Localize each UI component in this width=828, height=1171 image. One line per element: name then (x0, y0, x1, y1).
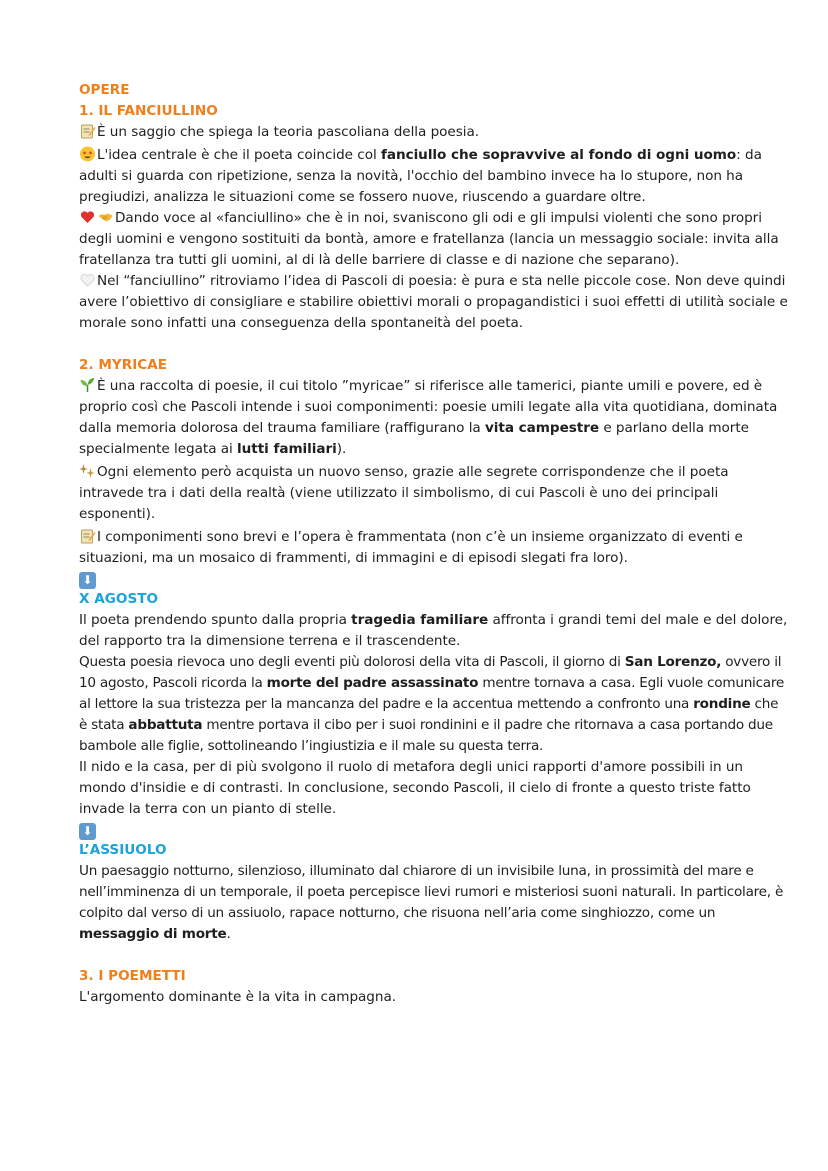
memo-icon (79, 528, 96, 544)
paragraph: Il poeta prendendo spunto dalla propria tragedia familiare affronta i grandi temi del male e del dolore, del rapporto tra la dimensione terrena e il trascendente. (79, 612, 788, 649)
star-struck-face-icon (79, 146, 96, 162)
paragraph: L'idea centrale è che il poeta coincide col fanciullo che sopravvive al fondo di ogni uomo: da adulti si guarda con ripetizione, senza la novità, l'occhio del bambino invece ha lo stupore, non ha pregiudizi, analizza le situazioni come se fossero nuove, riuscendo a guardare oltre. (79, 147, 762, 205)
red-heart-icon (79, 209, 96, 225)
paragraph: Il nido e la casa, per di più svolgono il ruolo di metafora degli unici rapporti d'amore possibili in un mondo d'insidie e di contrasti. In conclusione, secondo Pascoli, il cielo di fronte a questo triste fatto invade la terra con un pianto di stelle. (79, 759, 751, 817)
heading-fanciullino: 1. IL FANCIULLINO (79, 103, 218, 119)
paragraph: L'argomento dominante è la vita in campagna. (79, 989, 396, 1005)
heading-assiuolo: L’ASSIUOLO (79, 842, 167, 858)
section-title-opere: OPERE (79, 82, 130, 98)
paragraph: È un saggio che spiega la teoria pascoliana della poesia. (79, 122, 788, 143)
memo-icon (79, 123, 96, 139)
seedling-icon (79, 377, 96, 393)
handshake-icon (97, 209, 114, 225)
heading-myricae: 2. MYRICAE (79, 357, 168, 373)
paragraph: È una raccolta di poesie, il cui titolo ”myricae” si riferisce alle tamerici, piante umili e povere, ed è proprio così che Pascoli intende i suoi componimenti: poesie umili legate alla vita quotidiana, dominata dalla memoria dolorosa del trauma familiare (raffigurano la vita campestre e parlano della morte specialmente legata ai lutti familiari). (79, 378, 778, 457)
heading-poemetti: 3. I POEMETTI (79, 968, 186, 984)
white-heart-icon (79, 272, 96, 288)
down-arrow-icon: ⬇ (79, 823, 96, 840)
sparkles-icon (79, 463, 96, 479)
paragraph: Dando voce al «fanciullino» che è in noi, svaniscono gli odi e gli impulsi violenti che sono propri degli uomini e vengono sostituiti da bontà, amore e fratellanza (lancia un messaggio sociale: invita alla fratellanza tra tutti gli uomini, al di là delle barriere di classe e di nazione che separano). (79, 210, 779, 268)
down-arrow-icon: ⬇ (79, 572, 96, 589)
heading-x-agosto: X AGOSTO (79, 591, 159, 607)
paragraph: Un paesaggio notturno, silenzioso, illuminato dal chiarore di un invisibile luna, in prossimità del mare e nell’imminenza di un temporale, il poeta percepisce lievi rumori e misteriosi suoni naturali. In particolare, è colpito dal verso di un assiuolo, rapace notturno, che risuona nell’aria come singhiozzo, come un messaggio di morte. (79, 863, 784, 942)
paragraph: I componimenti sono brevi e l’opera è frammentata (non c’è un insieme organizzato di eventi e situazioni, ma un mosaico di frammenti, di immagini e di episodi slegati fra loro). (79, 529, 743, 566)
paragraph: Questa poesia rievoca uno degli eventi più dolorosi della vita di Pascoli, il giorno di San Lorenzo, ovvero il 10 agosto, Pascoli ricorda la morte del padre assassinato mentre tornava a casa. Egli vuole comunicare al lettore la sua tristezza per la mancanza del padre e la accentua mettendo a confronto una rondine che è stata abbattuta mentre portava il cibo per i suoi rondinini e il padre che ritornava a casa portando due bambole alle figlie, sottolineando l’ingiustizia e il male su questa terra. (79, 654, 785, 754)
paragraph: Nel “fanciullino” ritroviamo l’idea di Pascoli di poesia: è pura e sta nelle piccole cose. Non deve quindi avere l’obiettivo di consigliare e stabilire obiettivi morali o propagandistici i suoi effetti di utilità sociale e morale sono infatti una conseguenza della spontaneità del poeta. (79, 273, 788, 331)
paragraph: Ogni elemento però acquista un nuovo senso, grazie alle segrete corrispondenze che il poeta intravede tra i dati della realtà (viene utilizzato il simbolismo, di cui Pascoli è uno dei principali esponenti). (79, 464, 729, 522)
